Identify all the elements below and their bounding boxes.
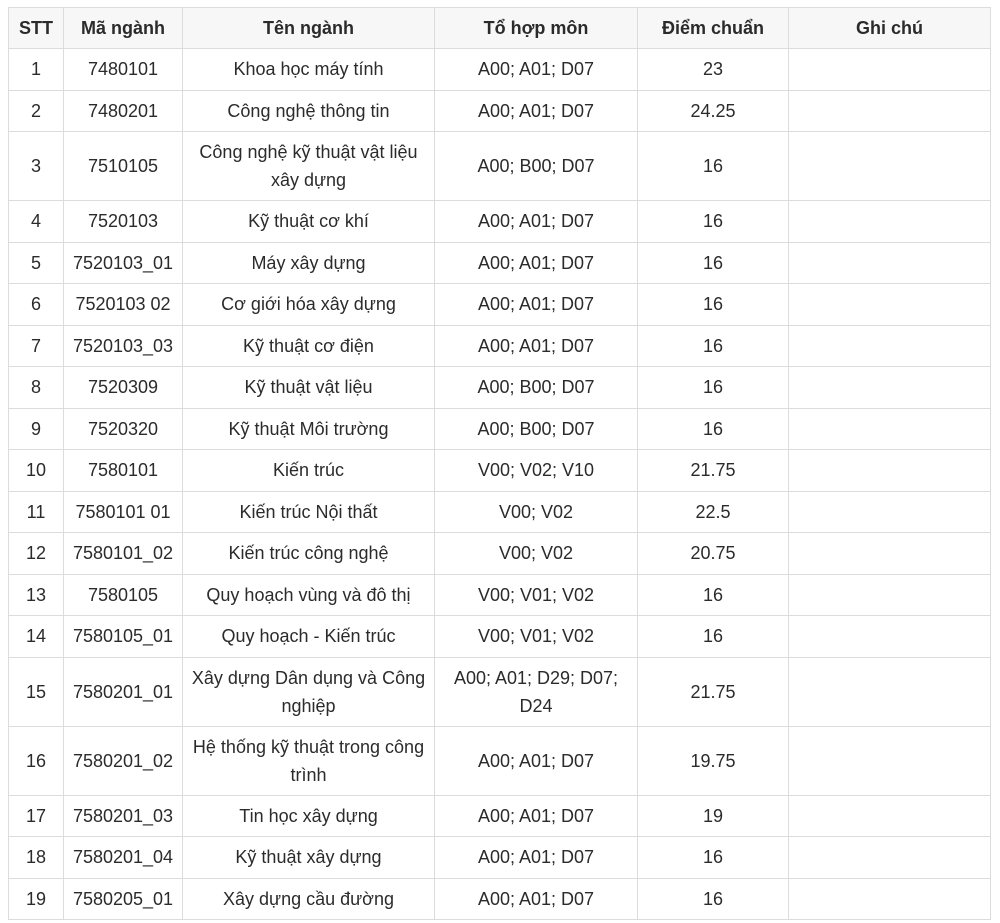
row-name: Hệ thống kỹ thuật trong công trình (183, 726, 435, 795)
row-note (789, 49, 991, 91)
row-stt: 10 (9, 450, 64, 492)
row-stt: 9 (9, 408, 64, 450)
row-group: V00; V02 (435, 533, 638, 575)
row-code: 7510105 (64, 132, 183, 201)
row-score: 22.5 (638, 491, 789, 533)
row-group: A00; B00; D07 (435, 408, 638, 450)
row-score: 16 (638, 284, 789, 326)
table-row (9, 837, 991, 879)
row-group: A00; A01; D07 (435, 726, 638, 795)
row-stt: 18 (9, 837, 64, 879)
table-row (9, 242, 991, 284)
row-name: Kỹ thuật cơ khí (183, 201, 435, 243)
row-code: 7480201 (64, 90, 183, 132)
row-code: 7580101_02 (64, 533, 183, 575)
row-stt: 12 (9, 533, 64, 575)
row-name: Khoa học máy tính (183, 49, 435, 91)
row-stt: 7 (9, 325, 64, 367)
row-name: Tin học xây dựng (183, 795, 435, 837)
table-row (9, 284, 991, 326)
table-row (9, 795, 991, 837)
table-header (9, 8, 991, 49)
row-score: 21.75 (638, 450, 789, 492)
row-stt: 16 (9, 726, 64, 795)
row-name: Kỹ thuật Môi trường (183, 408, 435, 450)
row-group: A00; A01; D07 (435, 837, 638, 879)
row-code: 7580101 01 (64, 491, 183, 533)
row-code: 7520103 02 (64, 284, 183, 326)
row-code: 7520309 (64, 367, 183, 409)
row-score: 16 (638, 408, 789, 450)
row-score: 20.75 (638, 533, 789, 575)
row-code: 7580201_01 (64, 657, 183, 726)
row-stt: 13 (9, 574, 64, 616)
table-row (9, 132, 991, 201)
row-name: Kỹ thuật cơ điện (183, 325, 435, 367)
row-group: A00; A01; D07 (435, 795, 638, 837)
row-note (789, 201, 991, 243)
table-row (9, 657, 991, 726)
row-note (789, 450, 991, 492)
row-code: 7580201_03 (64, 795, 183, 837)
row-name: Kiến trúc Nội thất (183, 491, 435, 533)
row-score: 16 (638, 616, 789, 658)
row-code: 7580101 (64, 450, 183, 492)
table-body (9, 49, 991, 920)
row-stt: 5 (9, 242, 64, 284)
row-code: 7580105_01 (64, 616, 183, 658)
row-stt: 2 (9, 90, 64, 132)
table-row (9, 491, 991, 533)
row-group: A00; A01; D07 (435, 325, 638, 367)
row-score: 16 (638, 325, 789, 367)
row-stt: 6 (9, 284, 64, 326)
row-group: A00; A01; D07 (435, 201, 638, 243)
header-stt: STT (9, 8, 64, 49)
row-score: 16 (638, 574, 789, 616)
row-group: V00; V02 (435, 491, 638, 533)
header-code: Mã ngành (64, 8, 183, 49)
row-note (789, 726, 991, 795)
row-note (789, 325, 991, 367)
row-note (789, 242, 991, 284)
row-note (789, 837, 991, 879)
table-row (9, 450, 991, 492)
row-group: A00; B00; D07 (435, 132, 638, 201)
row-group: V00; V01; V02 (435, 574, 638, 616)
row-code: 7580201_02 (64, 726, 183, 795)
row-score: 16 (638, 201, 789, 243)
table-row (9, 49, 991, 91)
table-row (9, 574, 991, 616)
row-note (789, 533, 991, 575)
row-group: A00; A01; D29; D07; D24 (435, 657, 638, 726)
header-name: Tên ngành (183, 8, 435, 49)
row-code: 7580201_04 (64, 837, 183, 879)
table-row (9, 325, 991, 367)
row-stt: 11 (9, 491, 64, 533)
row-group: A00; B00; D07 (435, 367, 638, 409)
row-code: 7520103 (64, 201, 183, 243)
row-note (789, 795, 991, 837)
row-group: V00; V02; V10 (435, 450, 638, 492)
row-name: Kỹ thuật vật liệu (183, 367, 435, 409)
row-name: Quy hoạch vùng và đô thị (183, 574, 435, 616)
row-note (789, 284, 991, 326)
row-code: 7580205_01 (64, 878, 183, 920)
row-score: 19 (638, 795, 789, 837)
row-stt: 17 (9, 795, 64, 837)
row-name: Xây dựng Dân dụng và Công nghiệp (183, 657, 435, 726)
row-code: 7520320 (64, 408, 183, 450)
header-score: Điểm chuẩn (638, 8, 789, 49)
table-row (9, 367, 991, 409)
row-name: Kỹ thuật xây dựng (183, 837, 435, 879)
row-code: 7520103_03 (64, 325, 183, 367)
row-note (789, 408, 991, 450)
row-stt: 8 (9, 367, 64, 409)
row-stt: 1 (9, 49, 64, 91)
row-group: V00; V01; V02 (435, 616, 638, 658)
row-note (789, 132, 991, 201)
row-name: Công nghệ thông tin (183, 90, 435, 132)
row-note (789, 574, 991, 616)
table-row (9, 408, 991, 450)
row-group: A00; A01; D07 (435, 49, 638, 91)
row-name: Kiến trúc (183, 450, 435, 492)
row-score: 16 (638, 242, 789, 284)
row-stt: 15 (9, 657, 64, 726)
header-group: Tổ hợp môn (435, 8, 638, 49)
header-note: Ghi chú (789, 8, 991, 49)
row-group: A00; A01; D07 (435, 90, 638, 132)
table-row (9, 90, 991, 132)
row-note (789, 657, 991, 726)
row-stt: 19 (9, 878, 64, 920)
row-score: 16 (638, 837, 789, 879)
table-row (9, 726, 991, 795)
table-row (9, 201, 991, 243)
row-code: 7480101 (64, 49, 183, 91)
table-row (9, 533, 991, 575)
row-score: 16 (638, 878, 789, 920)
row-code: 7520103_01 (64, 242, 183, 284)
header-row (9, 8, 991, 49)
row-name: Xây dựng cầu đường (183, 878, 435, 920)
row-group: A00; A01; D07 (435, 242, 638, 284)
row-code: 7580105 (64, 574, 183, 616)
row-note (789, 90, 991, 132)
row-note (789, 491, 991, 533)
table-row (9, 616, 991, 658)
row-stt: 4 (9, 201, 64, 243)
row-score: 21.75 (638, 657, 789, 726)
row-group: A00; A01; D07 (435, 284, 638, 326)
row-group: A00; A01; D07 (435, 878, 638, 920)
table-row (9, 878, 991, 920)
row-note (789, 616, 991, 658)
row-name: Công nghệ kỹ thuật vật liệu xây dựng (183, 132, 435, 201)
row-score: 16 (638, 132, 789, 201)
row-score: 16 (638, 367, 789, 409)
row-stt: 3 (9, 132, 64, 201)
row-note (789, 878, 991, 920)
row-name: Cơ giới hóa xây dựng (183, 284, 435, 326)
row-score: 24.25 (638, 90, 789, 132)
row-name: Kiến trúc công nghệ (183, 533, 435, 575)
row-stt: 14 (9, 616, 64, 658)
row-score: 23 (638, 49, 789, 91)
row-name: Máy xây dựng (183, 242, 435, 284)
admission-score-table (8, 7, 991, 920)
row-note (789, 367, 991, 409)
row-name: Quy hoạch - Kiến trúc (183, 616, 435, 658)
row-score: 19.75 (638, 726, 789, 795)
